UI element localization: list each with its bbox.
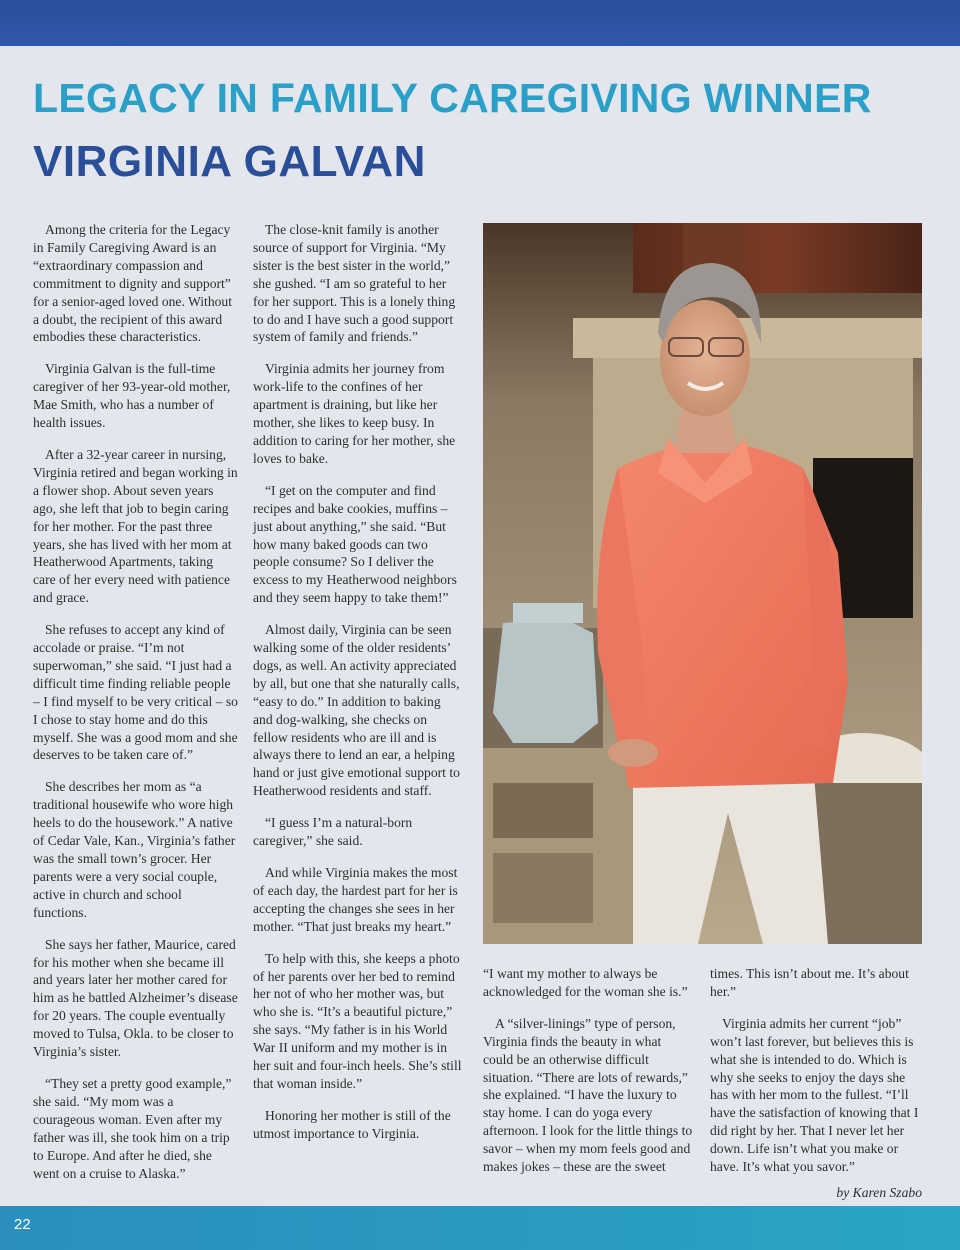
paragraph: After a 32-year career in nursing, Virginia retired and began working in a flower shop. About seven years ago, she left that job to begin caring for her mother. For the past three years, she has lived with her mom at Heatherwood Apartments, taking care of her every need with patience and grace.	[33, 446, 238, 606]
paragraph: To help with this, she keeps a photo of her parents over her bed to remind her not of who her mother was, but who she is. “It’s a beautiful picture,” she says. “My father is in his World War II uniform and my mother is in her suit and four-inch heels. She’s still that woman inside.”	[253, 950, 462, 1091]
article-column-1	[33, 221, 238, 1196]
footer-banner	[0, 1206, 960, 1250]
paragraph: And while Virginia makes the most of each day, the hardest part for her is accepting the changes she sees in her mother. “That just breaks my heart.”	[253, 865, 458, 934]
paragraph: “They set a pretty good example,” she said. “My mom was a courageous woman. Even after my father was ill, she took him on a trip to Europe. And after he died, she went on a cruise to Alaska.”	[33, 1075, 232, 1181]
article-headline: VIRGINIA GALVAN	[33, 137, 426, 186]
paragraph: Honoring her mother is still of the utmost importance to Virginia.	[253, 1107, 451, 1141]
paragraph: times. This isn’t about me. It’s about her.”	[710, 966, 909, 999]
article-column-3	[483, 965, 693, 1190]
paragraph: She says her father, Maurice, cared for his mother when she became ill and years later her mother cared for him as he battled Alzheimer’s disease for 20 years. The couple eventually moved to Tulsa, Okla. to be closer to Virginia’s sister.	[33, 936, 238, 1060]
paragraph: Virginia admits her journey from work-life to the confines of her apartment is draining, but like her mother, she likes to keep busy. In addition to caring for her mother, she loves to bake.	[253, 361, 456, 466]
paragraph: “I guess I’m a natural-born caregiver,” she said.	[253, 815, 413, 849]
article-column-4	[710, 965, 922, 1216]
article-kicker: LEGACY IN FAMILY CAREGIVING WINNER	[33, 75, 872, 121]
paragraph: Almost daily, Virginia can be seen walking some of the older residents’ dogs, as well. An activity appreciated by all, but one that she naturally calls, “easy to do.” In addition to baking and dog-walking, she checks on fellow residents who are ill and is always there to lend an ear, a helping hand or just give emotional support to Heatherwood residents and staff.	[253, 622, 460, 799]
top-banner	[0, 0, 960, 46]
portrait-illustration	[483, 223, 922, 944]
paragraph: “I get on the computer and find recipes and bake cookies, muffins – just about anything,” she said. “But how many baked goods can two people consume? So I deliver the excess to my Heatherwood neighbors and they seem happy to take them!”	[253, 482, 457, 606]
page-number: 22	[14, 1216, 31, 1233]
paragraph: The close-knit family is another source of support for Virginia. “My sister is the best sister in the world,” she gushed. “I am so grateful to her for her support. This is a lonely thing to do and I have such a good support system of family and friends.”	[253, 222, 456, 345]
portrait-photo	[483, 223, 922, 944]
paragraph: Among the criteria for the Legacy in Family Caregiving Award is an “extraordinary compassion and commitment to dignity and support” for a senior-aged loved one. Without a doubt, the recipient of this award embodies these characteristics.	[33, 222, 233, 345]
paragraph: “I want my mother to always be acknowledged for the woman she is.”	[483, 966, 688, 999]
article-column-2	[253, 221, 463, 1157]
paragraph: Virginia Galvan is the full-time caregiver of her 93-year-old mother, Mae Smith, who has a number of health issues.	[33, 361, 231, 431]
paragraph: Virginia admits her current “job” won’t last forever, but believes this is what she is intended to do. Which is why she seeks to enjoy the days she has with her mom to the fullest. “I’ll have the satisfaction of knowing that I did right by her. That I never let her down. Life isn’t what you make or have. It’s what you savor.”	[710, 1015, 919, 1175]
paragraph: A “silver-linings” type of person, Virginia finds the beauty in what could be an otherwise difficult situation. “There are lots of rewards,” she explained. “I have the luxury to stay home. I can do yoga every afternoon. I look for the little things to savor – when my mom feels good and makes jokes – these are the sweet	[483, 1015, 693, 1175]
byline: by Karen Szabo	[836, 1184, 922, 1200]
paragraph: She refuses to accept any kind of accolade or praise. “I’m not superwoman,” she said. “I just had a difficult time finding reliable people – I find myself to be very critical – so I chose to stay home and do this myself. She was a good mom and she deserves to be taken care of.”	[33, 622, 238, 763]
paragraph: She describes her mom as “a traditional housewife who wore high heels to do the housework.” A native of Cedar Vale, Kan., Virginia’s father was the small town’s grocer. Her parents were a very social couple, active in church and school functions.	[33, 779, 236, 920]
